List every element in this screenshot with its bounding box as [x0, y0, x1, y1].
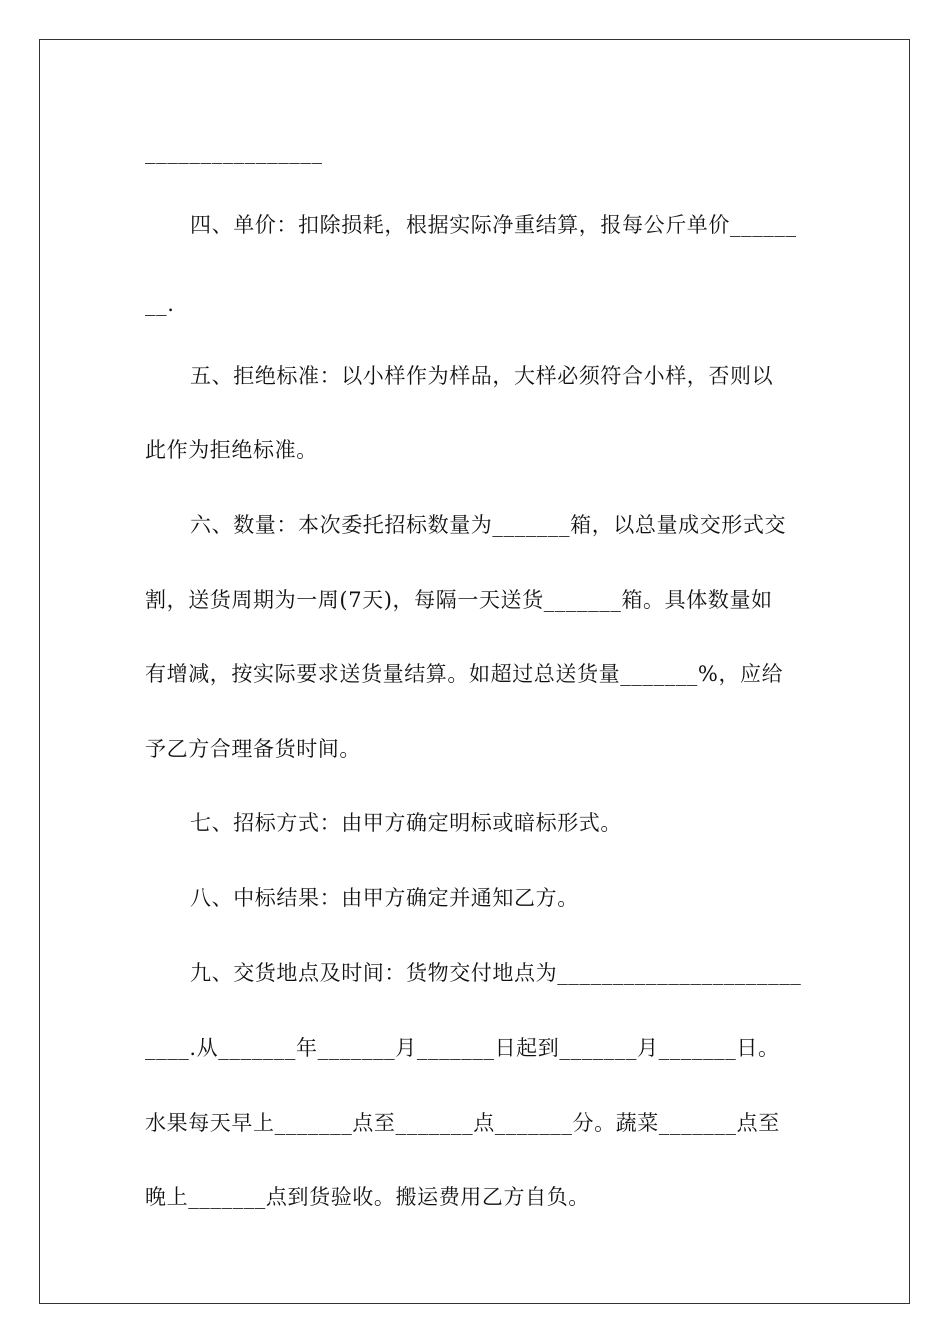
clause-9-delivery: 九、交货地点及时间：货物交付地点为______________________ [190, 961, 802, 985]
clause-6-line-3: 有增减，按实际要求送货量结算。如超过总送货量_______%，应给 [145, 662, 784, 686]
clause-9-line-3: 水果每天早上_______点至_______点_______分。蔬菜_______点至 [145, 1111, 780, 1135]
clause-9-line-4: 晚上_______点到货验收。搬运费用乙方自负。 [145, 1185, 590, 1209]
clause-6-quantity: 六、数量：本次委托招标数量为_______箱，以总量成交形式交 [190, 513, 787, 537]
clause-7-bidding-method: 七、招标方式：由甲方确定明标或暗标形式。 [190, 811, 622, 835]
clause-8-bid-result: 八、中标结果：由甲方确定并通知乙方。 [190, 886, 579, 910]
clause-6-line-2: 割，送货周期为一周(7天)，每隔一天送货_______箱。具体数量如 [145, 588, 773, 612]
blank-line-top: ________________ [145, 140, 323, 164]
clause-6-line-4: 予乙方合理备货时间。 [145, 737, 361, 761]
clause-4-continuation: __. [145, 292, 175, 316]
clause-4-unit-price: 四、单价：扣除损耗，根据实际净重结算，报每公斤单价______ [190, 213, 797, 237]
clause-9-line-2: ____.从_______年_______月_______日起到_______月_______日。 [145, 1036, 780, 1060]
clause-5-rejection-standard: 五、拒绝标准：以小样作为样品，大样必须符合小样，否则以 [190, 364, 774, 388]
clause-5-continuation: 此作为拒绝标准。 [145, 438, 318, 462]
